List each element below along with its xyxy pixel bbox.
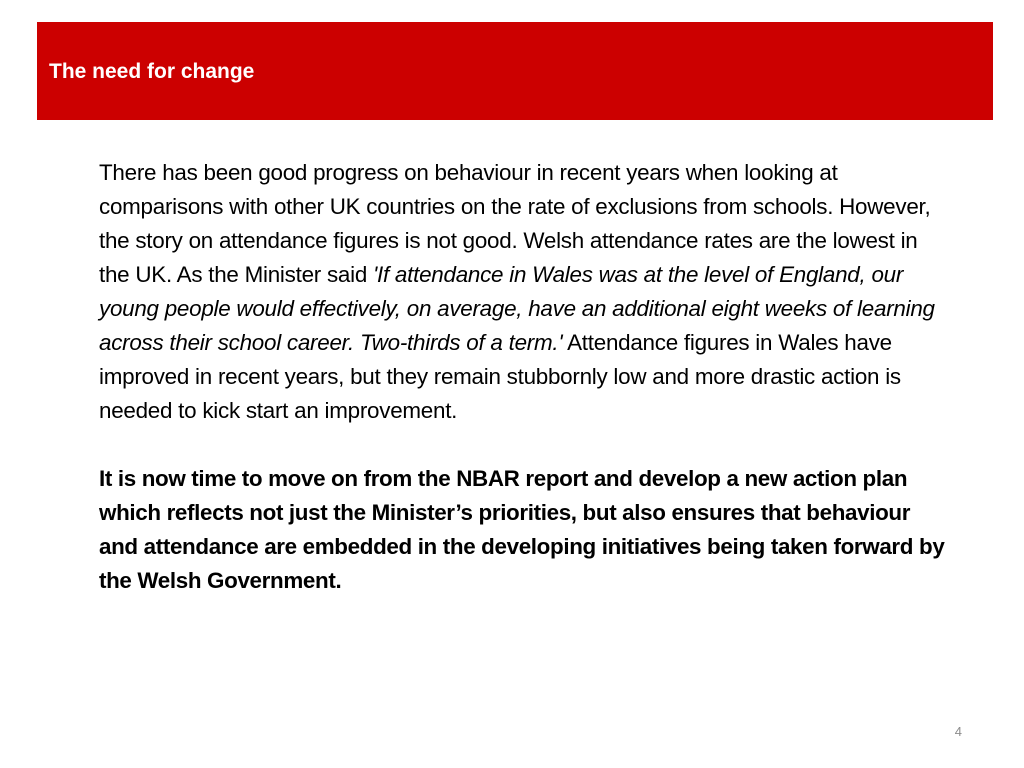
paragraph-action-plan: It is now time to move on from the NBAR report and develop a new action plan which reflects not just the Minister’s priorities, but also ensures that behaviour and attendance are embedded in the developing initiatives being taken forward by the Welsh Government. bbox=[99, 466, 945, 593]
slide-body bbox=[99, 156, 949, 598]
title-bar bbox=[37, 22, 993, 120]
paragraph-attendance bbox=[99, 156, 949, 428]
paragraph-tail-text: Attendance figures in Wales have improved in recent years, but they remain stubbornly low and more drastic action is needed to kick start an improvement. bbox=[99, 330, 901, 423]
paragraph-lead-text: There has been good progress on behaviour in recent years when looking at comparisons with other UK countries on the rate of exclusions from schools. However, the story on attendance figures is not good. Welsh attendance rates are the lowest in the UK. As the Minister said bbox=[99, 160, 931, 287]
page-number: 4 bbox=[954, 724, 962, 739]
minister-quote: 'If attendance in Wales was at the level of England, our young people would effectively, on average, have an additional eight weeks of learning across their school career. Two-thirds of a term.' bbox=[99, 262, 935, 355]
slide-title: The need for change bbox=[49, 60, 255, 83]
